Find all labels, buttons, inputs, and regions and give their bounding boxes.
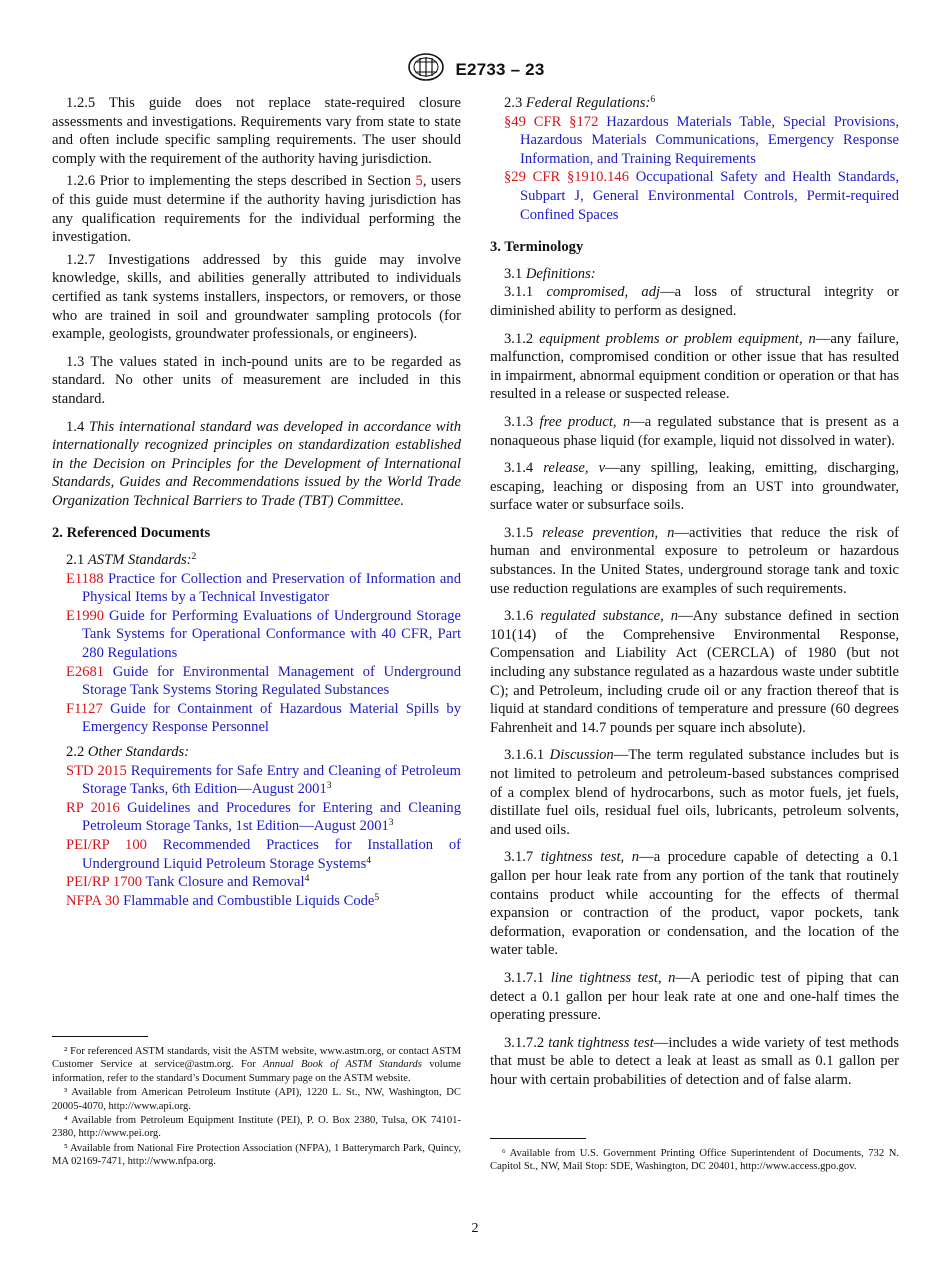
- astm-reference-code[interactable]: E1188: [66, 570, 104, 587]
- definitions-list: [490, 283, 899, 1089]
- definition-item: [490, 746, 899, 839]
- subsection-3-1: 3.1 Definitions:: [504, 265, 596, 282]
- document-designation: E2733 – 23: [455, 59, 545, 79]
- definition-item: [490, 413, 899, 450]
- definition-text: —a loss of structural integrity or diminished ability to perform as designed.: [490, 284, 899, 319]
- definition-item: [490, 607, 899, 737]
- definition-item: [490, 283, 899, 320]
- other-reference-title[interactable]: Guidelines and Procedures for Entering and Cleaning Petroleum Storage Tanks, 1st Edition—August 2001: [82, 799, 461, 835]
- section-5-link[interactable]: 5: [415, 173, 423, 190]
- footnote-3: ³ Available from American Petroleum Institute (API), 1220 L. St., NW, Washington, DC 20005-4070, http://www.api.org.: [52, 1087, 461, 1112]
- astm-reference-list: [52, 570, 461, 737]
- astm-reference-title[interactable]: Guide for Performing Evaluations of Underground Storage Tank Systems for Operational Conformance with 40 CFR, Part 280 Regulations: [82, 607, 461, 662]
- astm-reference-title[interactable]: Guide for Containment of Hazardous Material Spills by Emergency Response Personnel: [82, 700, 461, 736]
- cfr-reference-list: [490, 113, 899, 225]
- other-reference-title[interactable]: Requirements for Safe Entry and Cleaning of Petroleum Storage Tanks, 6th Edition—August 2001: [82, 762, 461, 798]
- definition-text: —a procedure capable of detecting a 0.1 gallon per hour leak rate from any portion of the tank that routinely contains product while accounting for the effects of thermal expansion or contraction of the product, vapor pockets, tank deformation, evaporation or condensation, and the location of the water table.: [490, 849, 899, 959]
- definition-term: compromised, adj: [546, 284, 661, 301]
- definition-number: 3.1.6: [504, 608, 541, 625]
- other-reference-code[interactable]: PEI/RP 100: [66, 836, 147, 853]
- section-3-heading: 3. Terminology: [490, 239, 584, 256]
- definition-text: —any spilling, leaking, emitting, discharging, escaping, leaching or disposing from an UST into groundwater, surface water or subsurface soils.: [490, 460, 899, 514]
- cfr-reference-item[interactable]: [490, 113, 899, 169]
- definition-number: 3.1.6.1: [504, 747, 550, 764]
- footnote-6: ⁶ Available from U.S. Government Printing Office Superintendent of Documents, 732 N. Capitol St., NW, Mail Stop: SDE, Washington, DC 20401, http://www.access.gpo.gov.: [490, 1148, 899, 1173]
- page-number: 2: [471, 1221, 479, 1236]
- definition-number: 3.1.7.1: [504, 969, 551, 986]
- other-reference-item[interactable]: [52, 873, 461, 892]
- definition-term: release, v: [543, 460, 606, 477]
- other-reference-title[interactable]: Recommended Practices for Installation of Underground Liquid Petroleum Storage Systems: [82, 836, 462, 872]
- definition-number: 3.1.1: [504, 284, 547, 301]
- astm-reference-title[interactable]: Guide for Environmental Management of Underground Storage Tank Systems Storing Regulated Substances: [82, 663, 462, 699]
- definition-number: 3.1.5: [504, 524, 543, 541]
- definition-item: [490, 330, 899, 404]
- right-column: [490, 94, 899, 1099]
- definition-term: equipment problems or problem equipment, n: [539, 330, 816, 347]
- footnote-4: ⁴ Available from Petroleum Equipment Institute (PEI), P. O. Box 2380, Tulsa, OK 74101-2380, http://www.pei.org.: [52, 1115, 461, 1140]
- other-reference-code[interactable]: STD 2015: [66, 762, 127, 779]
- footnote-rule: [52, 1036, 148, 1037]
- definition-term: tank tightness test: [548, 1034, 654, 1051]
- definition-text: —A periodic test of piping that can detect a 0.1 gallon per hour leak rate at one and one-half times the operating pressure.: [490, 969, 900, 1024]
- cfr-reference-code[interactable]: §49 CFR §172: [504, 113, 599, 130]
- para-1-2-6: 1.2.6 Prior to implementing the steps described in Section 5, users of this guide must determine if the authority having jurisdiction has any qualification requirements for the individual performing the investigation.: [52, 173, 462, 246]
- other-reference-footnote-ref: 3: [326, 781, 332, 792]
- definition-text: —Any substance defined in section 101(14) of the Comprehensive Environmental Response, Compensation and Liability Act (CERCLA) of 1980 (but not including any substance regulated as a hazardous waste under subtitle C); and Petroleum, including crude oil or any fraction thereof that is liquid at standard conditions of temperature and pressure (60 degrees Fahrenheit and 14.7 pounds per square inch absolute).: [490, 608, 899, 736]
- subsection-2-2: 2.2 Other Standards:: [66, 744, 190, 760]
- definition-item: [490, 459, 899, 515]
- footnote-5: ⁵ Available from National Fire Protection Association (NFPA), 1 Batterymarch Park, Quincy, MA 02169-7471, http://www.nfpa.org.: [52, 1142, 461, 1168]
- definition-term: tightness test, n: [540, 849, 640, 866]
- definition-number: 3.1.4: [504, 460, 544, 477]
- footnote-2: ² For referenced ASTM standards, visit the ASTM website, www.astm.org, or contact ASTM Customer Service at service@astm.org. For Annual Book of ASTM Standards volume information, refer to the standard’s Document Summary page on the ASTM website.: [52, 1046, 461, 1084]
- astm-reference-code[interactable]: F1127: [66, 700, 103, 717]
- other-reference-item[interactable]: [52, 799, 461, 836]
- astm-reference-item[interactable]: [52, 700, 461, 737]
- cfr-reference-item[interactable]: [490, 168, 899, 224]
- other-reference-item[interactable]: [52, 836, 461, 873]
- right-footnotes: [490, 1138, 899, 1175]
- other-reference-item[interactable]: [52, 762, 461, 799]
- definition-term: Discussion: [549, 747, 614, 764]
- definition-term: free product, n: [539, 413, 631, 430]
- definition-text: —a regulated substance that is present as a nonaqueous phase liquid (for example, liquid not dissolved in water).: [490, 413, 899, 449]
- section-2-heading: 2. Referenced Documents: [52, 525, 211, 542]
- page-header: [0, 52, 950, 86]
- definition-item: [490, 1034, 899, 1090]
- definition-term: release prevention, n: [542, 524, 675, 541]
- definition-text: —The term regulated substance includes but is not limited to petroleum and petroleum-based substances comprised of a complex blend of hydrocarbons, such as motor fuels, jet fuels, distillate fuel oils, residual fuel oils, lubricants, petroleum solvents, and used oils.: [490, 747, 899, 838]
- other-reference-code[interactable]: PEI/RP 1700: [66, 874, 143, 891]
- astm-reference-item[interactable]: [52, 607, 461, 663]
- definition-number: 3.1.7.2: [504, 1034, 549, 1051]
- definition-item: [490, 524, 899, 598]
- definition-text: —activities that reduce the risk of human and environmental exposure to petroleum or hazardous substances. In the United States, underground storage tank and toxic use reduction regulations are examples of such requirements.: [490, 524, 899, 597]
- astm-logo-icon: [406, 52, 446, 87]
- other-reference-footnote-ref: 3: [388, 818, 394, 829]
- other-reference-footnote-ref: 4: [304, 874, 310, 885]
- other-reference-list: [52, 762, 461, 911]
- astm-reference-item[interactable]: [52, 663, 461, 700]
- cfr-reference-title[interactable]: Occupational Safety and Health Standards, Subpart J, General Environmental Controls, Permit-required Confined Spaces: [520, 169, 899, 223]
- para-1-4: 1.4 This international standard was developed in accordance with internationally recognized principles on standardization established in the Decision on Principles for the Development of International Standards, Guides and Recommendations issued by the World Trade Organization Technical Barriers to Trade (TBT) Committee.: [52, 418, 462, 509]
- para-1-2-7: 1.2.7 Investigations addressed by this guide may involve knowledge, skills, and abilities generally attributed to individuals certified as tank systems installers, inspectors, or removers, or those who are trained in soil and groundwater sampling protocols (for example, geologists, groundwater professionals, or engineers).: [52, 251, 461, 343]
- definition-number: 3.1.2: [504, 330, 540, 347]
- left-column: [52, 94, 461, 910]
- definition-number: 3.1.3: [504, 413, 540, 430]
- other-reference-footnote-ref: 5: [374, 892, 380, 903]
- other-reference-code[interactable]: NFPA 30: [66, 892, 120, 909]
- footnote-rule: [490, 1138, 586, 1139]
- cfr-reference-code[interactable]: §29 CFR §1910.146: [504, 169, 629, 186]
- other-reference-footnote-ref: 4: [366, 855, 372, 866]
- astm-reference-item[interactable]: [52, 570, 461, 607]
- definition-item: [490, 848, 899, 960]
- subsection-2-1: 2.1 ASTM Standards:$^2$: [66, 552, 197, 569]
- other-reference-item[interactable]: [52, 892, 461, 911]
- astm-reference-code[interactable]: E2681: [66, 663, 105, 680]
- definition-item: [490, 969, 899, 1025]
- astm-reference-title[interactable]: Practice for Collection and Preservation of Information and Physical Items by a Technical Investigator: [82, 570, 461, 606]
- definition-number: 3.1.7: [504, 849, 541, 866]
- definition-term: line tightness test, n: [550, 969, 676, 986]
- para-1-2-5: 1.2.5 This guide does not replace state-required closure assessments and investigations. Requirements vary from state to state and often include specific sampling requirements. The user should comply with the requirement of the authority having jurisdiction.: [52, 95, 461, 167]
- left-footnotes: [52, 1036, 461, 1170]
- other-reference-title[interactable]: Flammable and Combustible Liquids Code: [123, 892, 375, 909]
- other-reference-title[interactable]: Tank Closure and Removal: [145, 874, 305, 891]
- astm-reference-code[interactable]: E1990: [66, 607, 105, 624]
- definition-text: —includes a wide variety of test methods that must be able to detect a leak at least as small as 0.1 gallon per hour with certain probabilities of detection and of false alarm.: [490, 1034, 899, 1088]
- para-1-3: 1.3 The values stated in inch-pound units are to be regarded as standard. No other units of measurement are included in this standard.: [52, 353, 461, 407]
- subsection-2-3: 2.3 Federal Regulations:$^6$: [504, 95, 656, 111]
- other-reference-code[interactable]: RP 2016: [66, 799, 120, 816]
- cfr-reference-title[interactable]: Hazardous Materials Table, Special Provisions, Hazardous Materials Communications, Emergency Response Information, and Training Requirements: [520, 113, 899, 167]
- definition-text: —any failure, malfunction, compromised condition or other issue that has resulted in impairment, abnormal equipment condition or operation or that has resulted in a release or suspected release.: [490, 330, 900, 403]
- definition-term: regulated substance, n: [540, 608, 679, 625]
